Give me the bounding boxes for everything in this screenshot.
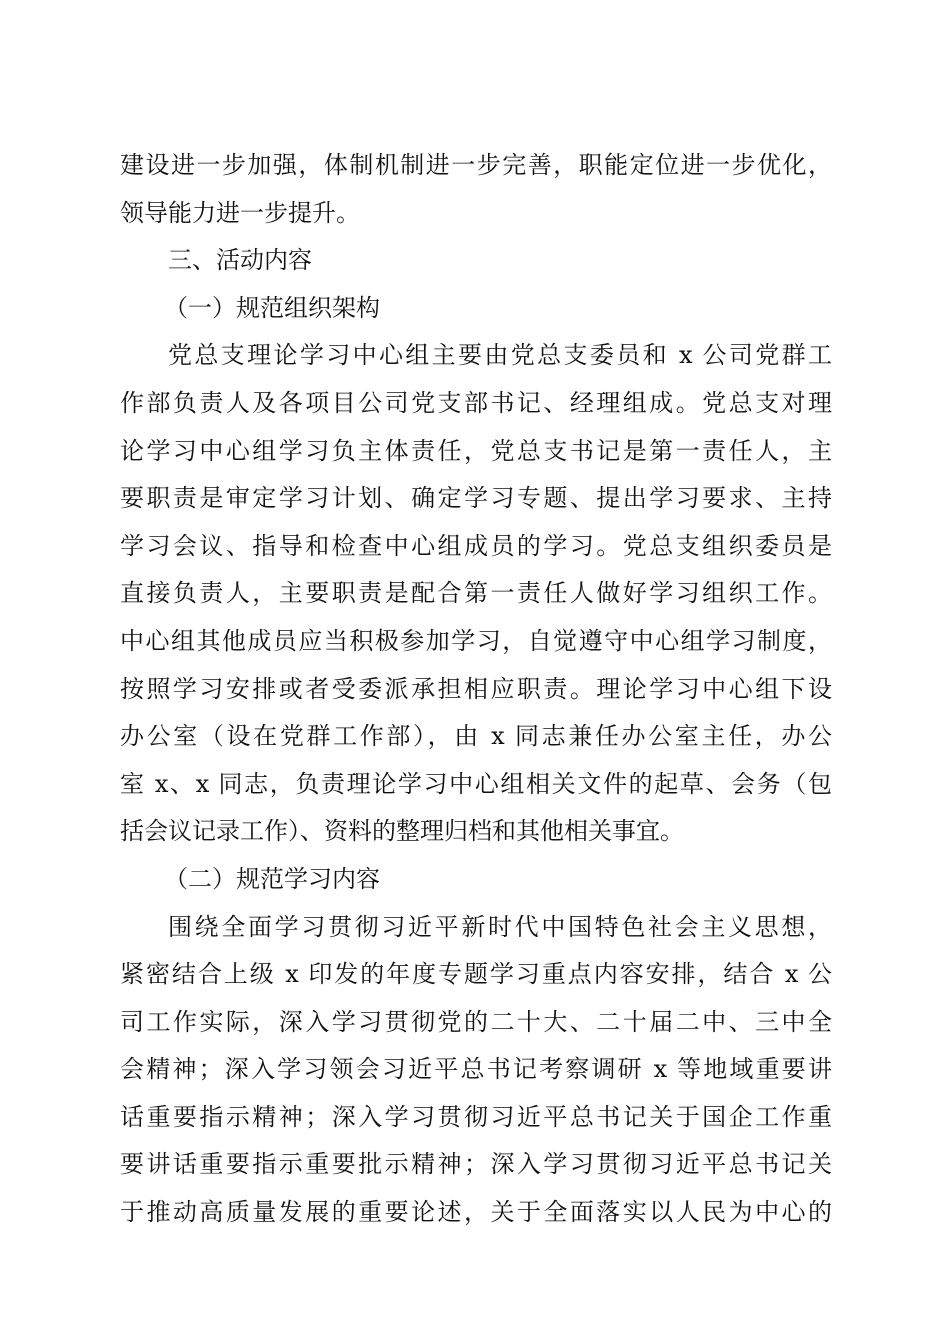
paragraph-line: 作部负责人及各项目公司党支部书记、经理组成。党总支对理	[120, 388, 832, 417]
paragraph-line: 要职责是审定学习计划、确定学习专题、提出学习要求、主持	[120, 484, 832, 513]
paragraph-line: 办公室（设在党群工作部），由 x 同志兼任办公室主任，办公	[120, 722, 832, 751]
paragraph-line: 学习会议、指导和检查中心组成员的学习。党总支组织委员是	[120, 531, 832, 560]
paragraph-line: 于推动高质量发展的重要论述，关于全面落实以人民为中心的	[120, 1198, 832, 1227]
paragraph-line: 围绕全面学习贯彻习近平新时代中国特色社会主义思想，	[168, 912, 832, 941]
paragraph-line: 话重要指示精神；深入学习贯彻习近平总书记关于国企工作重	[120, 1102, 832, 1131]
paragraph-line: 司工作实际，深入学习贯彻党的二十大、二十届二中、三中全	[120, 1007, 832, 1036]
paragraph-line: 论学习中心组学习负主体责任，党总支书记是第一责任人，主	[120, 436, 832, 465]
paragraph-line: 直接负责人，主要职责是配合第一责任人做好学习组织工作。	[120, 579, 832, 608]
subsection-heading: （一）规范组织架构	[164, 293, 380, 322]
subsection-heading: （二）规范学习内容	[164, 864, 380, 893]
paragraph-line: 紧密结合上级 x 印发的年度专题学习重点内容安排，结合 x 公	[120, 960, 832, 989]
paragraph-line: 领导能力进一步提升。	[120, 198, 360, 227]
section-heading: 三、活动内容	[168, 246, 312, 275]
paragraph-line: 括会议记录工作）、资料的整理归档和其他相关事宜。	[120, 817, 684, 846]
paragraph-line: 按照学习安排或者受委派承担相应职责。理论学习中心组下设	[120, 674, 832, 703]
paragraph-line: 中心组其他成员应当积极参加学习，自觉遵守中心组学习制度，	[120, 626, 832, 655]
paragraph-line: 室 x、x 同志，负责理论学习中心组相关文件的起草、会务（包	[120, 769, 832, 798]
paragraph-line: 建设进一步加强，体制机制进一步完善，职能定位进一步优化，	[120, 151, 832, 179]
document-body	[120, 142, 832, 1237]
paragraph-line: 要讲话重要指示重要批示精神；深入学习贯彻习近平总书记关	[120, 1150, 832, 1179]
paragraph-line: 会精神；深入学习领会习近平总书记考察调研 x 等地域重要讲	[120, 1055, 832, 1084]
paragraph-line: 党总支理论学习中心组主要由党总支委员和 x 公司党群工	[168, 341, 832, 370]
